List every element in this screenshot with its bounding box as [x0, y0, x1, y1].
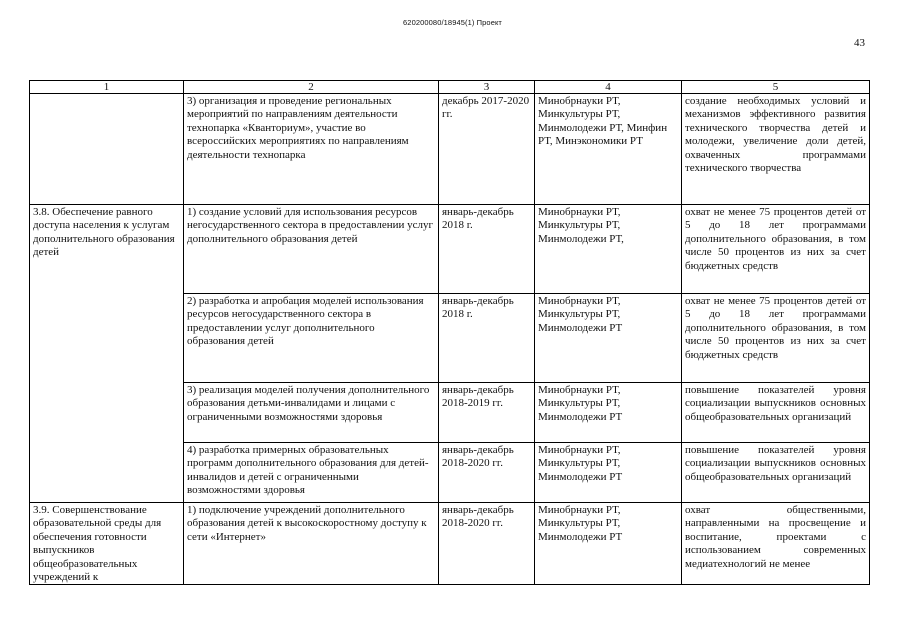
responsible-cell: Минобрнауки РТ, Минкультуры РТ, Минмолодежи РТ, Минфин РТ, Минэкономики РТ [535, 94, 682, 205]
result-cell: охват общественными, направленными на просвещение и воспитание, проектами с использованием современных медиатехнологий не менее [682, 503, 870, 585]
table-row [30, 503, 870, 585]
result-cell: охват не менее 75 процентов детей от 5 до 18 лет программами дополнительного образования, в том числе 50 процентов из них за счет бюджетных средств [682, 205, 870, 294]
task-cell: 3.8. Обеспечение равного доступа населения к услугам дополнительного образования детей [30, 205, 184, 503]
document-id: 620200080/18945(1) Проект [403, 18, 502, 27]
table-row [30, 94, 870, 205]
measures-table [29, 80, 870, 585]
responsible-cell: Минобрнауки РТ, Минкультуры РТ, Минмолодежи РТ [535, 294, 682, 383]
column-number: 5 [682, 81, 870, 94]
result-cell: охват не менее 75 процентов детей от 5 до 18 лет программами дополнительного образования, в том числе 50 процентов из них за счет бюджетных средств [682, 294, 870, 383]
responsible-cell: Минобрнауки РТ, Минкультуры РТ, Минмолодежи РТ [535, 503, 682, 585]
column-number: 4 [535, 81, 682, 94]
result-cell: повышение показателей уровня социализации выпускников основных общеобразовательных организаций [682, 443, 870, 503]
deadline-cell: декабрь 2017-2020 гг. [439, 94, 535, 205]
deadline-cell: январь-декабрь 2018 г. [439, 205, 535, 294]
column-number: 1 [30, 81, 184, 94]
activity-cell: 2) разработка и апробация моделей использования ресурсов негосударственного сектора в предоставлении услуг дополнительного образования детей [184, 294, 439, 383]
responsible-cell: Минобрнауки РТ, Минкультуры РТ, Минмолодежи РТ [535, 383, 682, 443]
deadline-cell: январь-декабрь 2018-2020 гг. [439, 503, 535, 585]
activity-cell: 1) подключение учреждений дополнительного образования детей к высокоскоростному доступу к сети «Интернет» [184, 503, 439, 585]
responsible-cell: Минобрнауки РТ, Минкультуры РТ, Минмолодежи РТ [535, 443, 682, 503]
activity-cell: 4) разработка примерных образовательных программ дополнительного образования для детей-инвалидов и детей с ограниченными возможностями здоровья [184, 443, 439, 503]
table-row [30, 205, 870, 294]
responsible-cell: Минобрнауки РТ, Минкультуры РТ, Минмолодежи РТ, [535, 205, 682, 294]
deadline-cell: январь-декабрь 2018-2019 гг. [439, 383, 535, 443]
task-cell: 3.9. Совершенствование образовательной среды для обеспечения готовности выпускников общеобразовательных учреждений к [30, 503, 184, 585]
activity-cell: 1) создание условий для использования ресурсов негосударственного сектора в предоставлении услуг дополнительного образования детей [184, 205, 439, 294]
result-cell: создание необходимых условий и механизмов эффективного развития технического творчества детей и молодежи, увеличение доли детей, охваченных программами технического творчества [682, 94, 870, 205]
activity-cell: 3) организация и проведение региональных мероприятий по направлениям деятельности технопарка «Кванториум», участие во всероссийских мероприятиях по направлениям деятельности технопарка [184, 94, 439, 205]
page-number: 43 [854, 37, 865, 49]
activity-cell: 3) реализация моделей получения дополнительного образования детьми-инвалидами и лицами с ограниченными возможностями здоровья [184, 383, 439, 443]
column-number: 2 [184, 81, 439, 94]
deadline-cell: январь-декабрь 2018-2020 гг. [439, 443, 535, 503]
task-cell [30, 94, 184, 205]
column-number: 3 [439, 81, 535, 94]
result-cell: повышение показателей уровня социализации выпускников основных общеобразовательных организаций [682, 383, 870, 443]
deadline-cell: январь-декабрь 2018 г. [439, 294, 535, 383]
column-number-row [30, 81, 870, 94]
